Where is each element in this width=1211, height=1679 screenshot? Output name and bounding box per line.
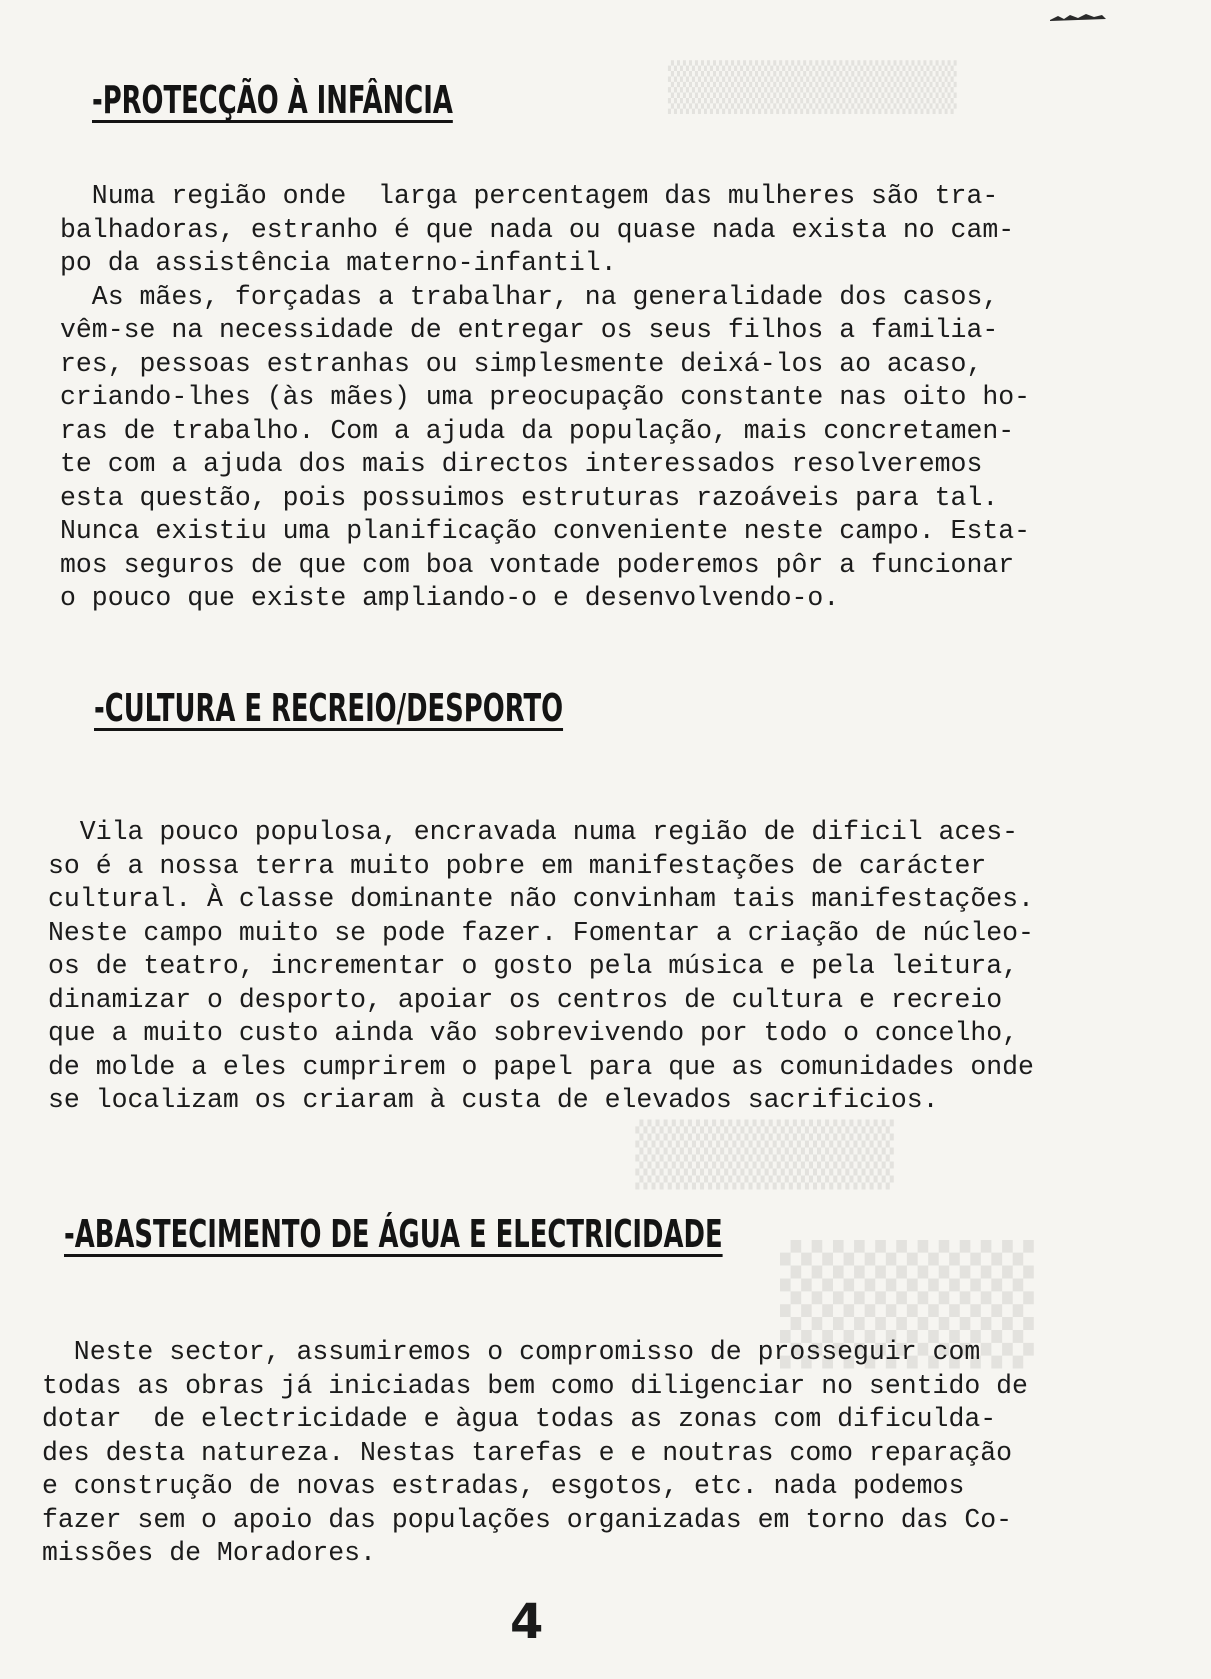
text-line: missões de Moradores. bbox=[42, 1538, 376, 1568]
text-line: Numa região onde larga percentagem das mulheres são tra- bbox=[60, 181, 999, 211]
text-line: Nunca existiu uma planificação conveniente neste campo. Esta- bbox=[60, 516, 1031, 546]
text-line: os de teatro, incrementar o gosto pela música e pela leitura, bbox=[48, 951, 1019, 981]
show-through-shadow: ▒▒▒▒▒▒▒▒ bbox=[635, 1120, 894, 1190]
section-body-cultura-recreio-desporto bbox=[48, 816, 1034, 1118]
text-line: As mães, forçadas a trabalhar, na generalidade dos casos, bbox=[60, 281, 999, 312]
text-line: mos seguros de que com boa vontade poderemos pôr a funcionar bbox=[60, 549, 1015, 580]
section-heading-cultura-recreio-desporto: -CULTURA E RECREIO/DESPORTO bbox=[94, 686, 564, 730]
text-line: Neste sector, assumiremos o compromisso de prosseguir com bbox=[42, 1337, 981, 1367]
top-corner-mark bbox=[1048, 12, 1108, 22]
text-line: todas as obras já iniciadas bem como diligenciar no sentido de bbox=[42, 1370, 1028, 1401]
section-body-abastecimento-agua-electricidade bbox=[42, 1336, 1028, 1571]
text-line: que a muito custo ainda vão sobrevivendo por todo o concelho, bbox=[48, 1018, 1019, 1048]
show-through-shadow: ▒▒▒▒▒▒▒▒▒▒▒▒ bbox=[667, 60, 957, 114]
text-line: e construção de novas estradas, esgotos, etc. nada podemos bbox=[42, 1471, 965, 1501]
text-line: o pouco que existe ampliando-o e desenvolvendo-o. bbox=[60, 583, 840, 613]
text-line: balhadoras, estranho é que nada ou quase nada exista no cam- bbox=[60, 214, 1015, 245]
text-line: des desta natureza. Nestas tarefas e e noutras como reparação bbox=[42, 1437, 1013, 1468]
show-through-shadow: ▒▒▒ bbox=[780, 1240, 1034, 1368]
text-line: Vila pouco populosa, encravada numa região de dificil aces- bbox=[48, 817, 1019, 847]
section-heading-protecao-infancia: -PROTECÇÃO À INFÂNCIA bbox=[92, 78, 453, 122]
text-line: ras de trabalho. Com a ajuda da população, mais concretamen- bbox=[60, 415, 1015, 446]
text-line: Neste campo muito se pode fazer. Fomentar a criação de núcleo- bbox=[48, 917, 1034, 948]
text-line: dotar de electricidade e àgua todas as zonas com dificulda- bbox=[42, 1404, 997, 1434]
text-line: criando-lhes (às mães) uma preocupação constante nas oito ho- bbox=[60, 382, 1031, 412]
page-number: 4 bbox=[510, 1594, 544, 1650]
text-line: so é a nossa terra muito pobre em manifestações de carácter bbox=[48, 850, 987, 881]
text-line: te com a ajuda dos mais directos interessados resolveremos bbox=[60, 449, 983, 479]
text-line: dinamizar o desporto, apoiar os centros de cultura e recreio bbox=[48, 984, 1003, 1015]
section-body-protecao-infancia bbox=[60, 180, 1030, 616]
text-line: se localizam os criaram à custa de elevados sacrificios. bbox=[48, 1085, 939, 1115]
text-line: cultural. À classe dominante não convinham tais manifestações. bbox=[48, 884, 1034, 914]
text-line: fazer sem o apoio das populações organizadas em torno das Co- bbox=[42, 1504, 1013, 1535]
text-line: vêm-se na necessidade de entregar os seus filhos a familia- bbox=[60, 315, 999, 345]
text-line: res, pessoas estranhas ou simplesmente deixá-los ao acaso, bbox=[60, 348, 983, 379]
text-line: po da assistência materno-infantil. bbox=[60, 248, 617, 278]
section-heading-abastecimento-agua-electricidade: -ABASTECIMENTO DE ÁGUA E ELECTRICIDADE bbox=[64, 1212, 723, 1256]
text-line: de molde a eles cumprirem o papel para que as comunidades onde bbox=[48, 1051, 1034, 1082]
text-line: esta questão, pois possuimos estruturas razoáveis para tal. bbox=[60, 482, 999, 513]
